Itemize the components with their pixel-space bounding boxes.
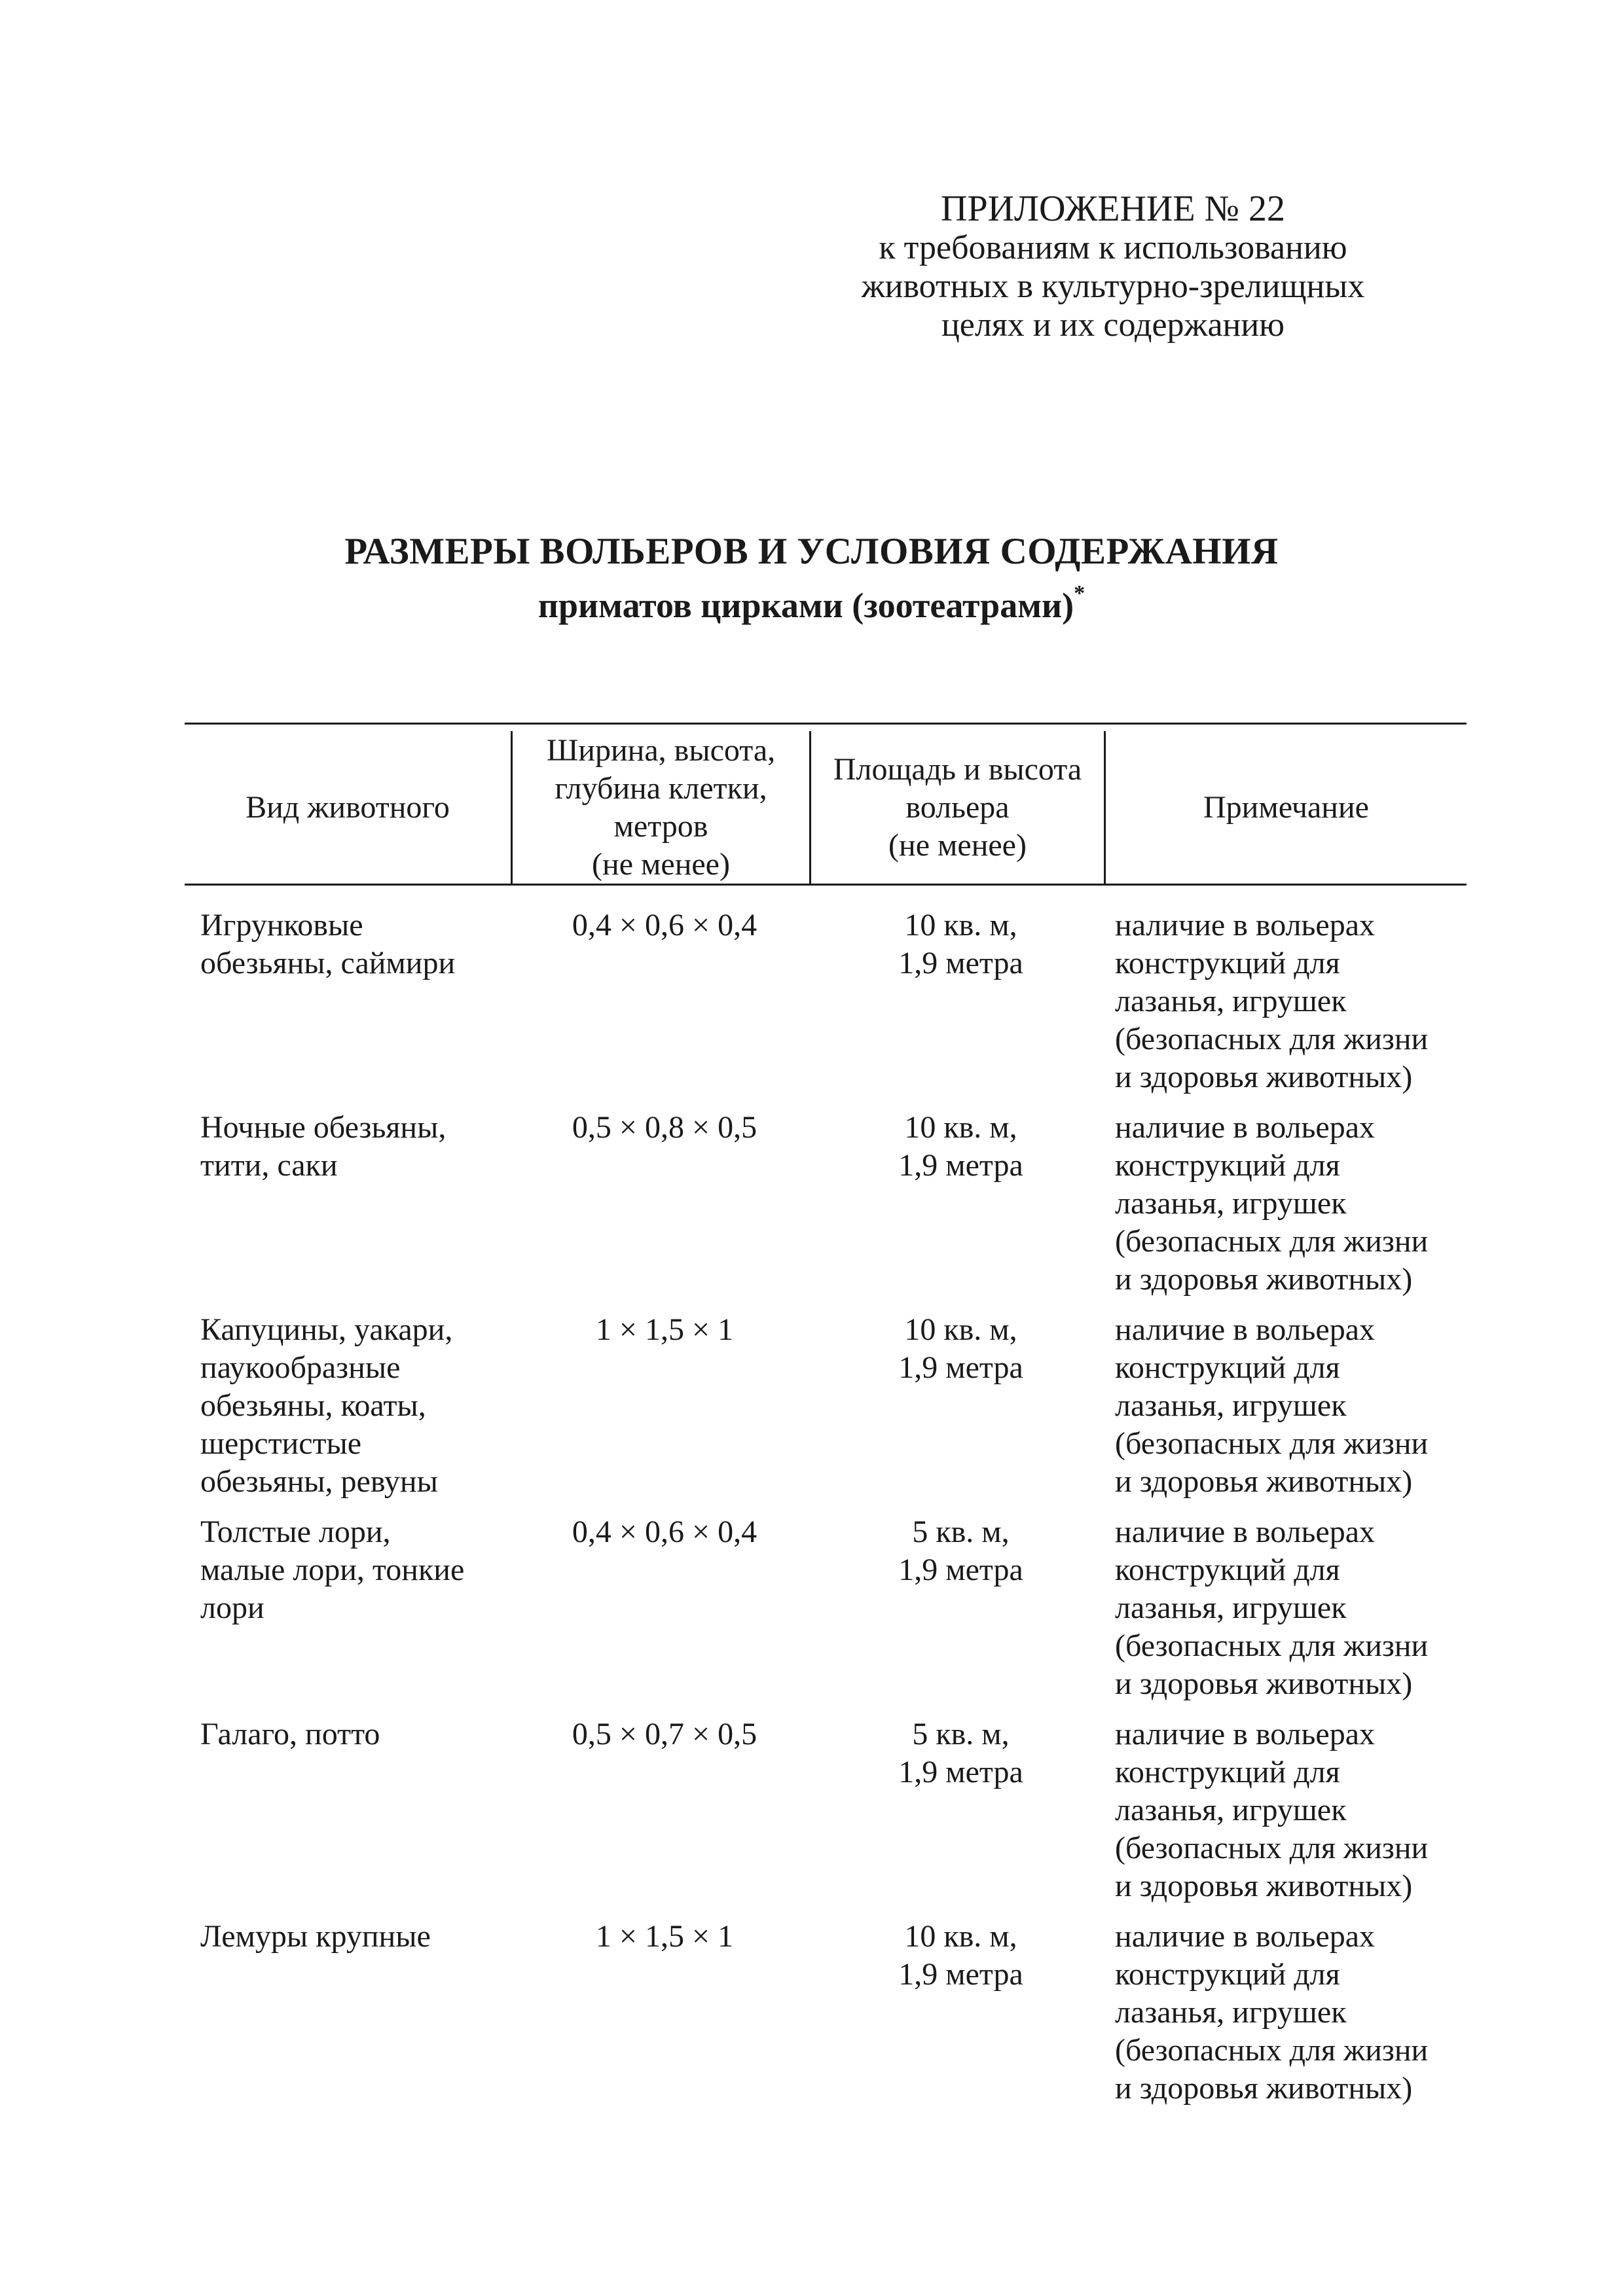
enclosure-line: 10 кв. м, [904,908,1017,942]
table-row [0,1311,1623,1507]
species-line: Толстые лори, [200,1515,391,1549]
note-line: конструкций для [1115,1755,1340,1789]
table-row [0,1109,1623,1305]
note-line: конструкций для [1115,946,1340,980]
enclosure-line: 5 кв. м, [912,1717,1010,1751]
note-line: и здоровья животных) [1115,1666,1413,1701]
header-enclosure [811,731,1104,884]
note-line: лазанья, игрушек [1115,1186,1347,1221]
species-line: шерстистые [200,1426,362,1461]
note-line: конструкций для [1115,1350,1340,1385]
enclosure-line: 10 кв. м, [904,1919,1017,1954]
note-line: наличие в вольерах [1115,1110,1376,1145]
note-cell [1115,1715,1468,1905]
document-title [0,530,1623,627]
enclosure-cell [815,1715,1106,1791]
header-line: Вид животного [246,789,450,825]
species-line: Галаго, потто [200,1717,380,1751]
header-species [185,731,511,884]
note-line: наличие в вольерах [1115,1515,1376,1549]
species-cell [200,1715,495,1753]
enclosure-line: 1,9 метра [898,1755,1023,1789]
note-cell [1115,906,1468,1096]
cage-size-cell [517,1311,812,1349]
note-line: и здоровья животных) [1115,1869,1413,1903]
cage-size-cell [517,906,812,944]
enclosure-cell [815,1311,1106,1387]
table-row [0,1513,1623,1710]
species-line: обезьяны, саймири [200,946,456,980]
note-line: лазанья, игрушек [1115,984,1347,1018]
note-line: лазанья, игрушек [1115,1793,1347,1827]
cage-size-cell [517,1513,812,1551]
enclosure-line: 1,9 метра [898,1148,1023,1183]
species-line: Капуцины, уакари, [200,1312,453,1347]
species-line: лори [200,1590,264,1625]
header-line: Площадь и высота [833,751,1082,787]
cage-size-value: 0,5 × 0,7 × 0,5 [572,1717,757,1751]
species-line: паукообразные [200,1350,401,1385]
note-line: конструкций для [1115,1148,1340,1183]
enclosure-cell [815,906,1106,982]
cage-size-value: 0,4 × 0,6 × 0,4 [572,908,757,942]
cage-size-cell [517,1715,812,1753]
cage-size-cell [517,1918,812,1956]
table-row [0,1918,1623,2114]
title-main: РАЗМЕРЫ ВОЛЬЕРОВ И УСЛОВИЯ СОДЕРЖАНИЯ [344,531,1279,572]
note-line: наличие в вольерах [1115,908,1376,942]
note-line: конструкций для [1115,1552,1340,1587]
note-line: лазанья, игрушек [1115,1995,1347,2030]
note-line: (безопасных для жизни [1115,1831,1429,1865]
species-line: Лемуры крупные [200,1919,431,1954]
appendix-title: ПРИЛОЖЕНИЕ № 22 [941,188,1285,229]
header-line: (не менее) [592,846,730,882]
title-sub [0,581,1623,627]
note-line: (безопасных для жизни [1115,1628,1429,1663]
species-line: малые лори, тонкие [200,1552,465,1587]
note-line: наличие в вольерах [1115,1312,1376,1347]
title-sub-text: приматов цирками (зоотеатрами) [538,586,1074,625]
cage-size-cell [517,1109,812,1147]
table-header-rule [185,884,1467,886]
note-line: конструкций для [1115,1957,1340,1992]
enclosure-line: 5 кв. м, [912,1515,1010,1549]
header-line: метров [613,808,708,844]
note-line: и здоровья животных) [1115,2071,1413,2106]
header-line: Примечание [1203,789,1369,825]
note-line: (безопасных для жизни [1115,1426,1429,1461]
table-row [0,1715,1623,1912]
species-line: тити, саки [200,1148,338,1183]
header-note [1106,731,1467,884]
enclosure-line: 1,9 метра [898,1552,1023,1587]
footnote-mark: * [1074,581,1085,605]
note-line: лазанья, игрушек [1115,1388,1347,1423]
enclosure-line: 10 кв. м, [904,1312,1017,1347]
note-cell [1115,1918,1468,2108]
header-line: Ширина, высота, [546,732,776,768]
appendix-line: к требованиям к использованию [879,229,1347,266]
cage-size-value: 0,5 × 0,8 × 0,5 [572,1110,757,1145]
appendix-line: целях и их содержанию [941,306,1285,344]
note-line: лазанья, игрушек [1115,1590,1347,1625]
header-line: (не менее) [888,827,1027,863]
species-cell [200,1109,495,1185]
note-line: наличие в вольерах [1115,1919,1376,1954]
note-line: (безопасных для жизни [1115,1224,1429,1259]
cage-size-value: 1 × 1,5 × 1 [595,1312,734,1347]
species-line: Ночные обезьяны, [200,1110,447,1145]
note-line: и здоровья животных) [1115,1262,1413,1297]
species-line: Игрунковые [200,908,363,942]
enclosure-line: 1,9 метра [898,1957,1023,1992]
enclosure-line: 1,9 метра [898,1350,1023,1385]
species-cell [200,1513,495,1627]
note-cell [1115,1513,1468,1703]
note-cell [1115,1311,1468,1501]
species-line: обезьяны, ревуны [200,1464,438,1499]
enclosure-cell [815,1513,1106,1589]
note-line: и здоровья животных) [1115,1464,1413,1499]
cage-size-value: 0,4 × 0,6 × 0,4 [572,1515,757,1549]
cage-size-value: 1 × 1,5 × 1 [595,1919,734,1954]
table-top-rule [185,723,1467,725]
note-line: (безопасных для жизни [1115,1022,1429,1056]
note-line: наличие в вольерах [1115,1717,1376,1751]
enclosure-line: 10 кв. м, [904,1110,1017,1145]
header-line: глубина клетки, [555,770,767,806]
table-row [0,906,1623,1103]
species-cell [200,1918,495,1956]
species-cell [200,1311,495,1501]
appendix-block [786,190,1440,344]
enclosure-cell [815,1918,1106,1994]
species-line: обезьяны, коаты, [200,1388,426,1423]
appendix-line: животных в культурно-зрелищных [861,268,1365,305]
note-cell [1115,1109,1468,1299]
header-cage-size [513,731,809,884]
note-line: (безопасных для жизни [1115,2033,1429,2068]
note-line: и здоровья животных) [1115,1060,1413,1094]
header-line: вольера [905,789,1010,825]
enclosure-line: 1,9 метра [898,946,1023,980]
species-cell [200,906,495,982]
enclosure-cell [815,1109,1106,1185]
